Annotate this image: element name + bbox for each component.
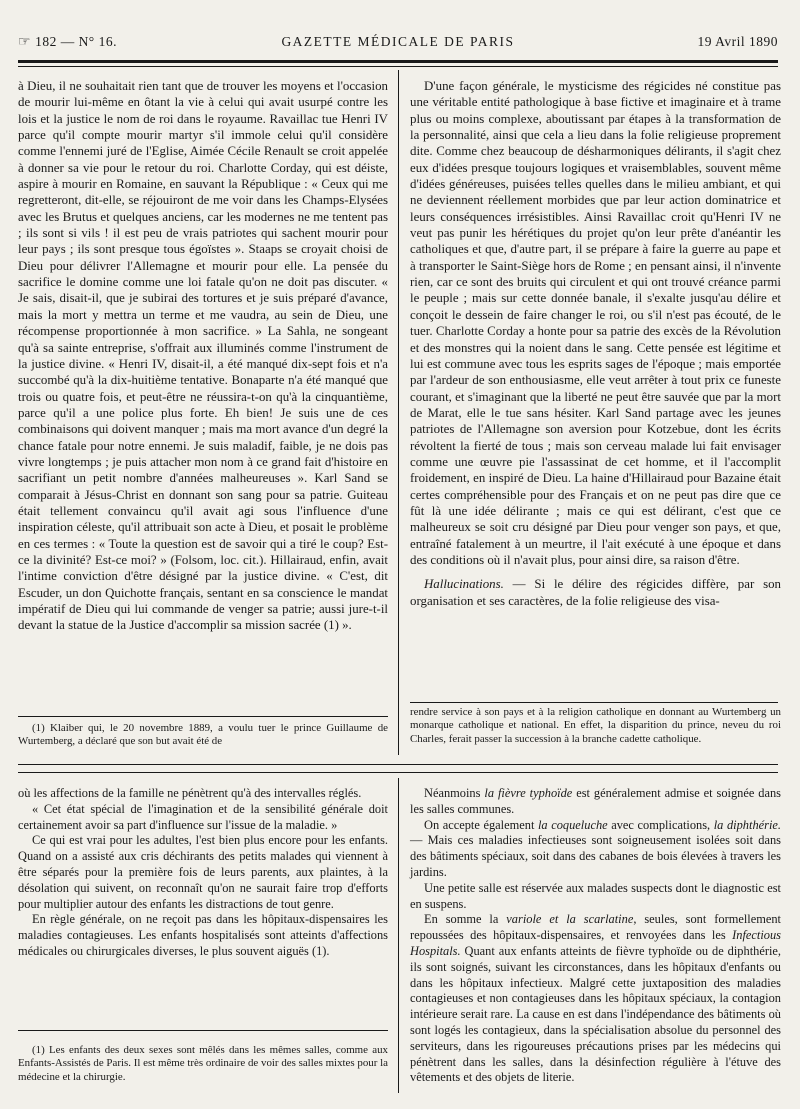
footnote-left: (1) Klaiber qui, le 20 novembre 1889, a voulu tuer le prince Guillaume de Wurtemberg, a déclaré que son but avait été de — [18, 722, 388, 748]
footnote-right: rendre service à son pays et à la religion catholique en donnant au Wurtemberg un monarque catholique et national. En effet, la disparition du prince, neveu du roi Charles, ferait passer la succession à la branche cadette catholique. — [410, 706, 781, 745]
article-column-right-bottom — [410, 786, 781, 1086]
column-divider — [398, 778, 399, 1093]
column-divider — [398, 70, 399, 755]
body-paragraph: D'une façon générale, le mysticisme des régicides né constitue pas une véritable entité pathologique à base fictive et imaginaire et à trame plus ou moins complexe, aboutissant par étapes à la transformation de la personnalité, ainsi que cela a lieu dans la folie religieuse proprement dite. Comme chez beaucoup de désharmoniques délirants, il s'agit chez eux d'idées presque toujours logiques et vraisemblables, souvent même d'idées généreuses, puisées telles quelles dans le milieu ambiant, et qui ne deviennent réellement morbides que par leur action dominatrice et leurs conséquences irrésistibles. Ainsi Ravaillac croit qu'Henri IV ne veut pas punir les hérétiques du projet qu'on leur prête d'anéantir les catholiques et que, d'autre part, il se prépare à faire la guerre au pape et à transporter le Saint-Siège hors de Rome ; en pensant ainsi, il n'invente rien, car ce sont des bruits qui circulent et qui ont trouvé créance parmi le peuple ; mais sur cette donnée banale, il s'exalte jusqu'au délire et conçoit le dessein de faire changer le roi, ou s'il n'est pas écouté, de le tuer. Charlotte Corday a honte pour sa patrie des excès de la Révolution et des monstres qui la noient dans le sang. Cette pensée est légitime et lui est commune avec tous les esprits sages de l'époque ; mais emportée par l'ardeur de son enthousiasme, elle veut arrêter à tout prix ce funeste courant, et s'imaginant que la liberté ne peut être sauvée que par la mort de Marat, elle le tue sans hésiter. Karl Sand partage avec les jeunes patriotes de l'Allemagne son aversion pour Kotzebue, dont les écrits révoltent la fierté de tous ; mais son cerveau malade lui fait envisager comme une œuvre pie l'assassinat de cet homme, et il l'accomplit froidement, en inspiré de Dieu. La haine d'Hillairaud pour Bazaine était certes compréhensible pour des Français et on ne peut pas dire que ce fût là une idée délirante ; mais ce qui est délirant, c'est que ce malheureux se soit cru désigné par Dieu pour venger son pays, et que, entraîné fatalement à un meurtre, il l'ait exécuté à une époque et dans des conditions où il n'avait plus, pour ainsi dire, sa raison d'être. — [410, 79, 781, 567]
header-rule-thin — [18, 66, 778, 67]
header-rule — [18, 60, 778, 63]
body-paragraph: à Dieu, il ne souhaitait rien tant que de trouver les moyens et l'occasion de mourir lui-même en ôtant la vie à celui qui avait usurpé contre les lois et la justice le nom de roi dans le royaume. Ravaillac tue Henri IV parce qu'il compte mourir martyr s'il immole celui qu'il considère comme l'ennemi juré de l'Eglise, Aimée Cécile Renault se croit appelée à donner sa vie pour le retour du roi. Charlotte Corday, qui est déiste, aspire à mourir en Romaine, en sauvant la République : « Ceux qui me regretteront, dit-elle, se réjouiront de me voir dans les Champs-Elysées avec les Brutus et quelques anciens, car les modernes ne me tentent pas ; ils sont si vils ! il est peu de vrais patriotes qui sachent mourir pour leur pays ; ils sont presque tous égoïstes ». Staaps se croyait choisi de Dieu pour délivrer l'Allemagne et mourir pour elle. La pensée du sacrifice le domine comme une loi fatale qu'on ne doit pas discuter. « Je sais, disait-il, que je subirai des tortures et je suis préparé d'avance, mais la mort y mettra un terme et me vaudra, au sein de Dieu, une récompense proportionnée à mon sacrifice. » La Sahla, ne songeant qu'à sa sainte entreprise, s'offrait aux illuminés comme l'instrument de la justice divine. « Henri IV, disait-il, a été manqué dix-sept fois et n'a succombé qu'à la dix-huitième tentative. Bonaparte n'a été manqué que trois ou quatre fois, et peut-être ne réussira-t-on qu'à la cinquantième, parce qu'il a une police plus forte. Eh bien! Je suis une de ces combinaisons qui doivent manquer ; mais ma mort avance d'un degré la chance fatale pour notre ennemi. Je suis maladif, faible, je ne dois pas vivre longtemps ; je puis attacher mon nom à ce grand fait d'histoire en sacrifiant un petit nombre d'années malheureuses ». Karl Sand se comparait à Jésus-Christ en donnant son sang pour sa patrie. Guiteau était tellement convaincu qu'il avait agi sous l'influence d'une inspiration céleste, qu'il attribuait son acte à Dieu, et posait le problème en ces termes : « Toute la question est de savoir qui a tiré le coup? Est-ce la divinité? Est-ce moi? » (Folsom, loc. cit.). Hillairaud, enfin, avait l'intime conviction d'être désigné par la justice divine. « C'est, dit Escuder, un don Quichotte français, sentant en sa conscience le mandat impératif de Dieu qui lui commande de venger sa patrie; aussi jure-t-il devant la statue de la Justice d'accomplir sa mission sacrée (1) ». — [18, 79, 388, 633]
body-paragraph: Une petite salle est réservée aux malades suspects dont le diagnostic est en suspens. — [410, 880, 781, 911]
pointing-hand-icon: ☞ — [18, 35, 32, 50]
body-paragraph: On accepte également la coqueluche avec complications, la diphthérie. — Mais ces maladies infectieuses sont soigneusement isolées soit dans des bâtiments spéciaux, soit dans des cabanes de bois élevées à travers les jardins. — [410, 817, 781, 879]
journal-title: GAZETTE MÉDICALE DE PARIS — [281, 34, 515, 49]
page-header: ☞ 182 — N° 16. GAZETTE MÉDICALE DE PARIS 19 Avril 1890 — [18, 34, 778, 50]
body-paragraph: Néanmoins la fièvre typhoïde est généralement admise et soignée dans les salles communes. — [410, 786, 781, 816]
article-separator — [18, 764, 778, 765]
body-paragraph: Hallucinations. — Si le délire des régicides diffère, par son organisation et ses caractères, de la folie religieuse des visa- — [410, 577, 781, 608]
section-label: Hallucinations. — [424, 577, 504, 592]
body-paragraph: En règle générale, on ne reçoit pas dans les hôpitaux-dispensaires les maladies contagieuses. Les enfants hospitalisés sont atteints d'affections médicales ou chirurgicales diverses, le plus souvent aiguës (1). — [18, 912, 388, 958]
issue-date: 19 Avril 1890 — [697, 34, 778, 49]
article-column-left-bottom — [18, 786, 388, 960]
page-number: 182 — [35, 34, 57, 49]
footnote-rule — [18, 716, 388, 717]
body-paragraph: En somme la variole et la scarlatine, seules, sont formellement repoussées des hôpitaux-dispensaires, et renvoyées dans les Infectious Hospitals. Quant aux enfants atteints de fièvre typhoïde ou de diphthérie, ils sont soignés, suivant les circonstances, dans les hôpitaux d'enfants ou dans les hôpitaux infectieux. Malgré cette juxtaposition des maladies contagieuses et non contagieuses dans les hôpitaux spéciaux, la contagion intérieure serait rare. La cause en est dans l'indépendance des bâtiments où sont logés les contagieux, dans la spécialisation absolue du personnel des serviteurs, dans les rigoureuses précautions prises par les médecins qui pénètrent dans les salles, dans la désinfection régulière à l'étuve des vêtements et des objets de literie. — [410, 912, 781, 1085]
footnote-rule — [18, 1030, 388, 1031]
footnote-left-bottom: (1) Les enfants des deux sexes sont mêlés dans les mêmes salles, comme aux Enfants-Assistés de Paris. Il est même très ordinaire de voir des salles mixtes pour la médecine et la chirurgie. — [18, 1044, 388, 1083]
article-column-right — [410, 78, 781, 609]
issue-number: N° 16. — [78, 34, 117, 49]
body-paragraph: où les affections de la famille ne pénètrent qu'à des intervalles réglés. — [18, 786, 362, 800]
article-column-left — [18, 78, 388, 634]
body-paragraph: « Cet état spécial de l'imagination et de la sensibilité générale doit certainement avoir sa part d'influence sur l'issue de la maladie. » — [18, 801, 388, 832]
footnote-rule — [410, 702, 778, 703]
body-paragraph: Ce qui est vrai pour les adultes, l'est bien plus encore pour les enfants. Quand on a assisté aux cris déchirants des petits malades qui viennent à être séparés pour la première fois de leurs parents, aux plaintes, à la désolation qui suivent, on reconnaît qu'on ne saurait faire trop d'efforts pour multiplier autour des enfants les distractions de tout genre. — [18, 833, 388, 911]
article-separator — [18, 772, 778, 773]
